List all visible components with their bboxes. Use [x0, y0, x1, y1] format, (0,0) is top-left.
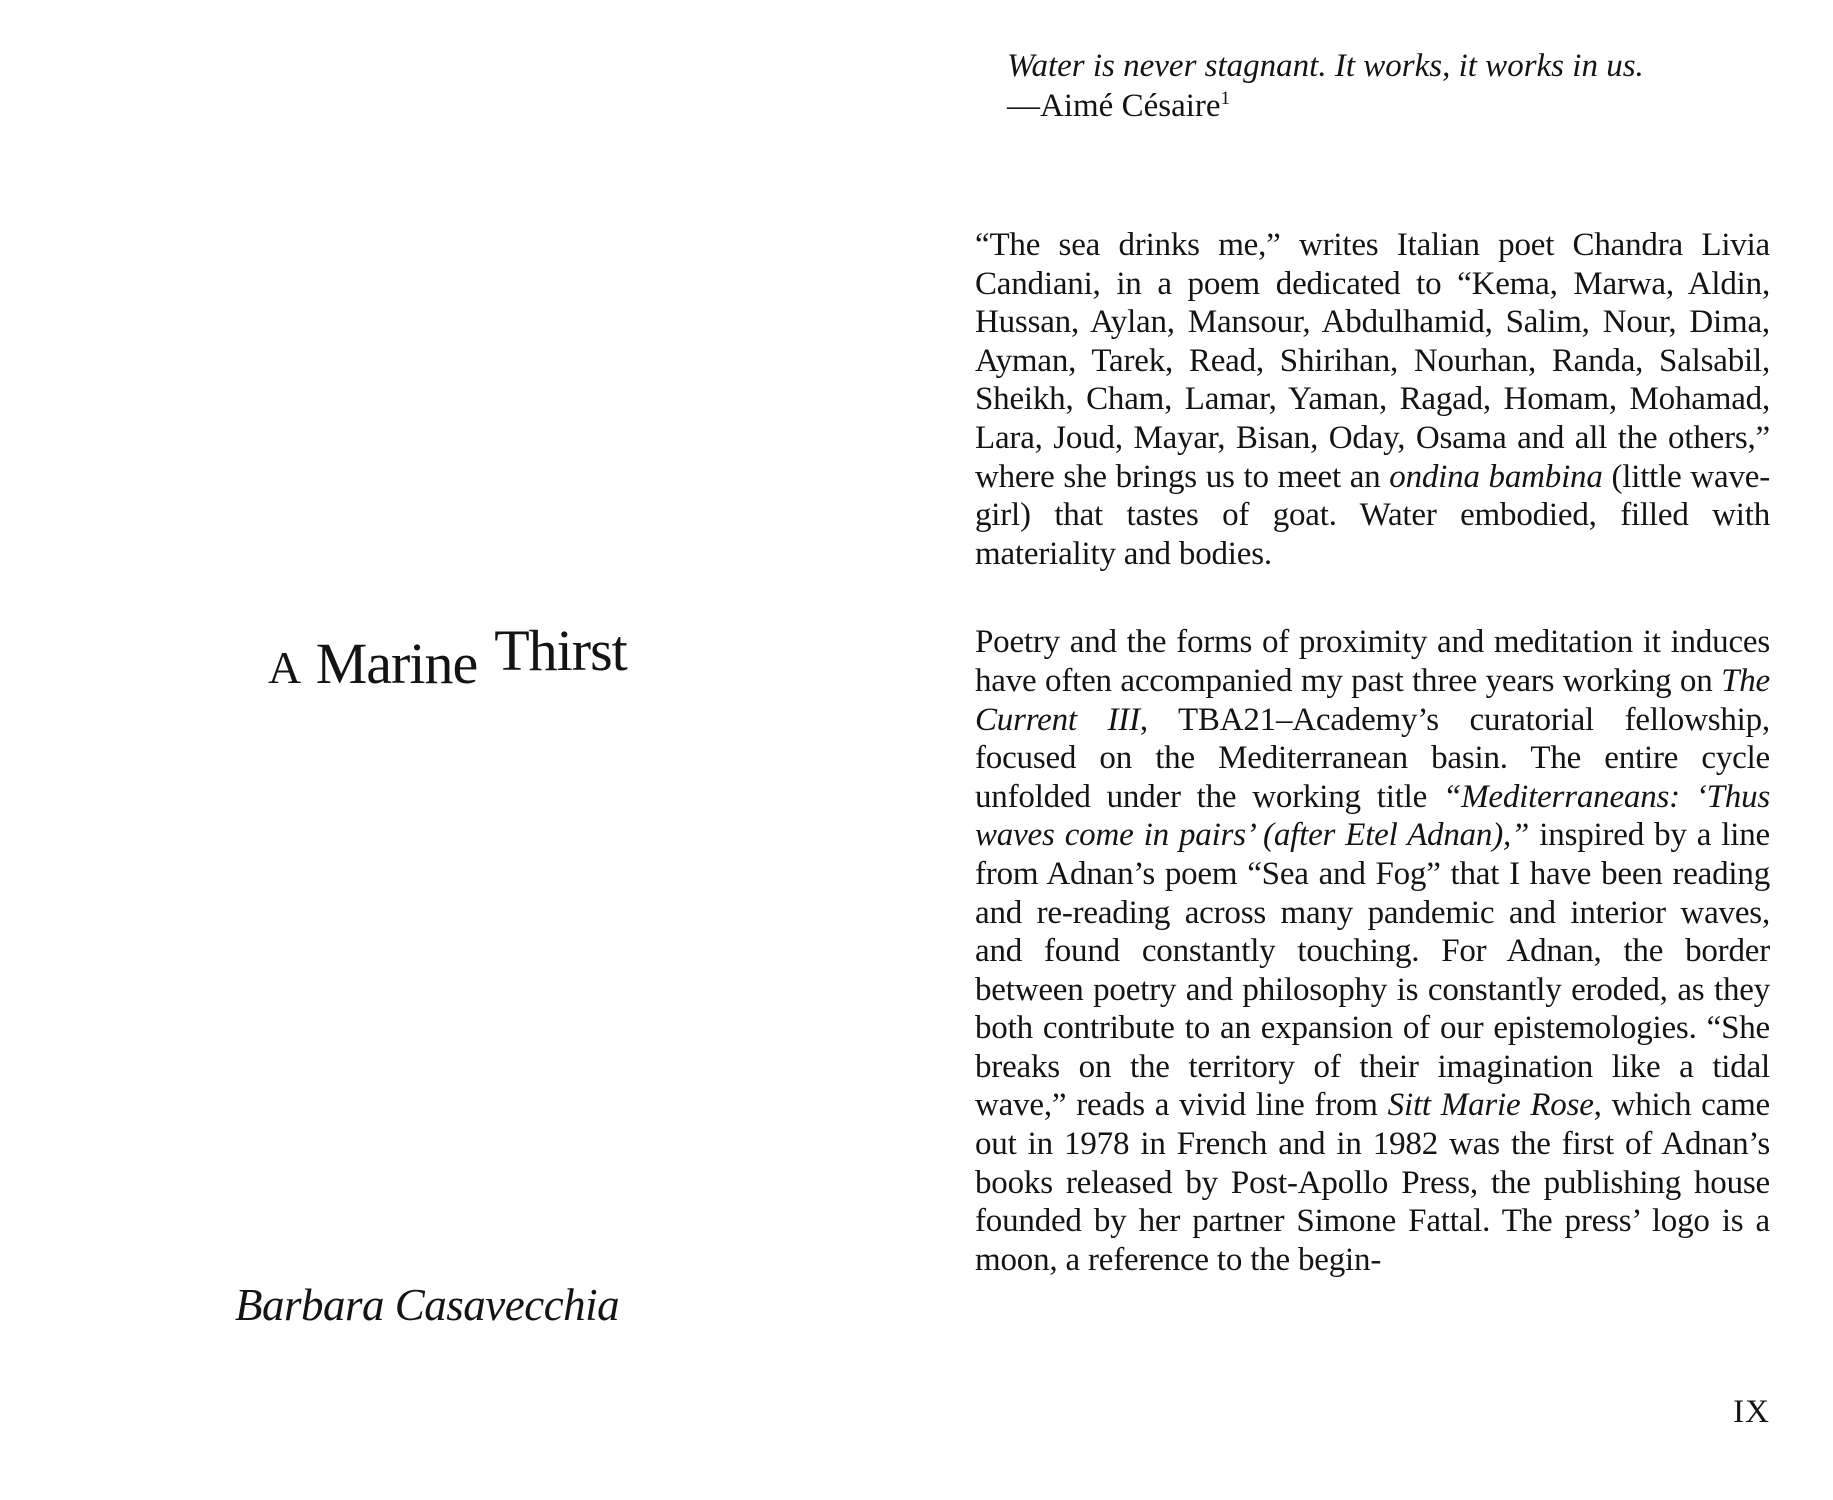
title-word-a: A: [268, 642, 301, 693]
epigraph-quote: Water is never stagnant. It works, it works in us.: [1007, 48, 1644, 84]
page-title: [268, 618, 627, 697]
title-word-thirst: Thirst: [494, 618, 627, 683]
body-paragraph: “The sea drinks me,” writes Italian poet Chandra Livia Candiani, in a poem dedicated to “Kema, Marwa, Aldin, Hussan, Aylan, Mansour, Abdulhamid, Salim, Nour, Dima, Ayman, Tarek, Read, Shirihan, Nourhan, Randa, Salsabil, Sheikh, Cham, Lamar, Yaman, Ragad, Homam, Mohamad, Lara, Joud, Mayar, Bisan, Oday, Osama and all the others,” where she brings us to meet an ondina bambina (little wave-girl) that tastes of goat. Water embodied, filled with materiality and bodies.: [975, 227, 1770, 572]
page-number: IX: [1733, 1394, 1770, 1430]
epigraph-attribution: [1007, 86, 1644, 126]
body-paragraph: Poetry and the forms of proximity and meditation it induces have often accompanied my past three years working on The Current III, TBA21–Academy’s curatorial fellowship, focused on the Mediterranean basin. The entire cycle unfolded under the working title “Mediterraneans: ‘Thus waves come in pairs’ (after Etel Adnan),” inspired by a line from Adnan’s poem “Sea and Fog” that I have been reading and re-reading across many pandemic and interior waves, and found constantly touching. For Adnan, the border between poetry and philosophy is constantly eroded, as they both contribute to an expansion of our epistemologies. “She breaks on the territory of their imagination like a tidal wave,” reads a vivid line from Sitt Marie Rose, which came out in 1978 in French and in 1982 was the first of Adnan’s books released by Post-Apollo Press, the publishing house founded by her partner Simone Fattal. The press’ logo is a moon, a reference to the begin-: [975, 624, 1771, 1278]
author-name: Barbara Casavecchia: [235, 1280, 620, 1330]
footnote-marker: 1: [1220, 88, 1231, 109]
text-column: [975, 0, 1770, 1500]
epigraph-attribution-text: —Aimé Césaire: [1007, 88, 1221, 124]
body-text: [975, 226, 1770, 1329]
epigraph: [1007, 46, 1644, 126]
title-word-marine: Marine: [315, 631, 478, 696]
